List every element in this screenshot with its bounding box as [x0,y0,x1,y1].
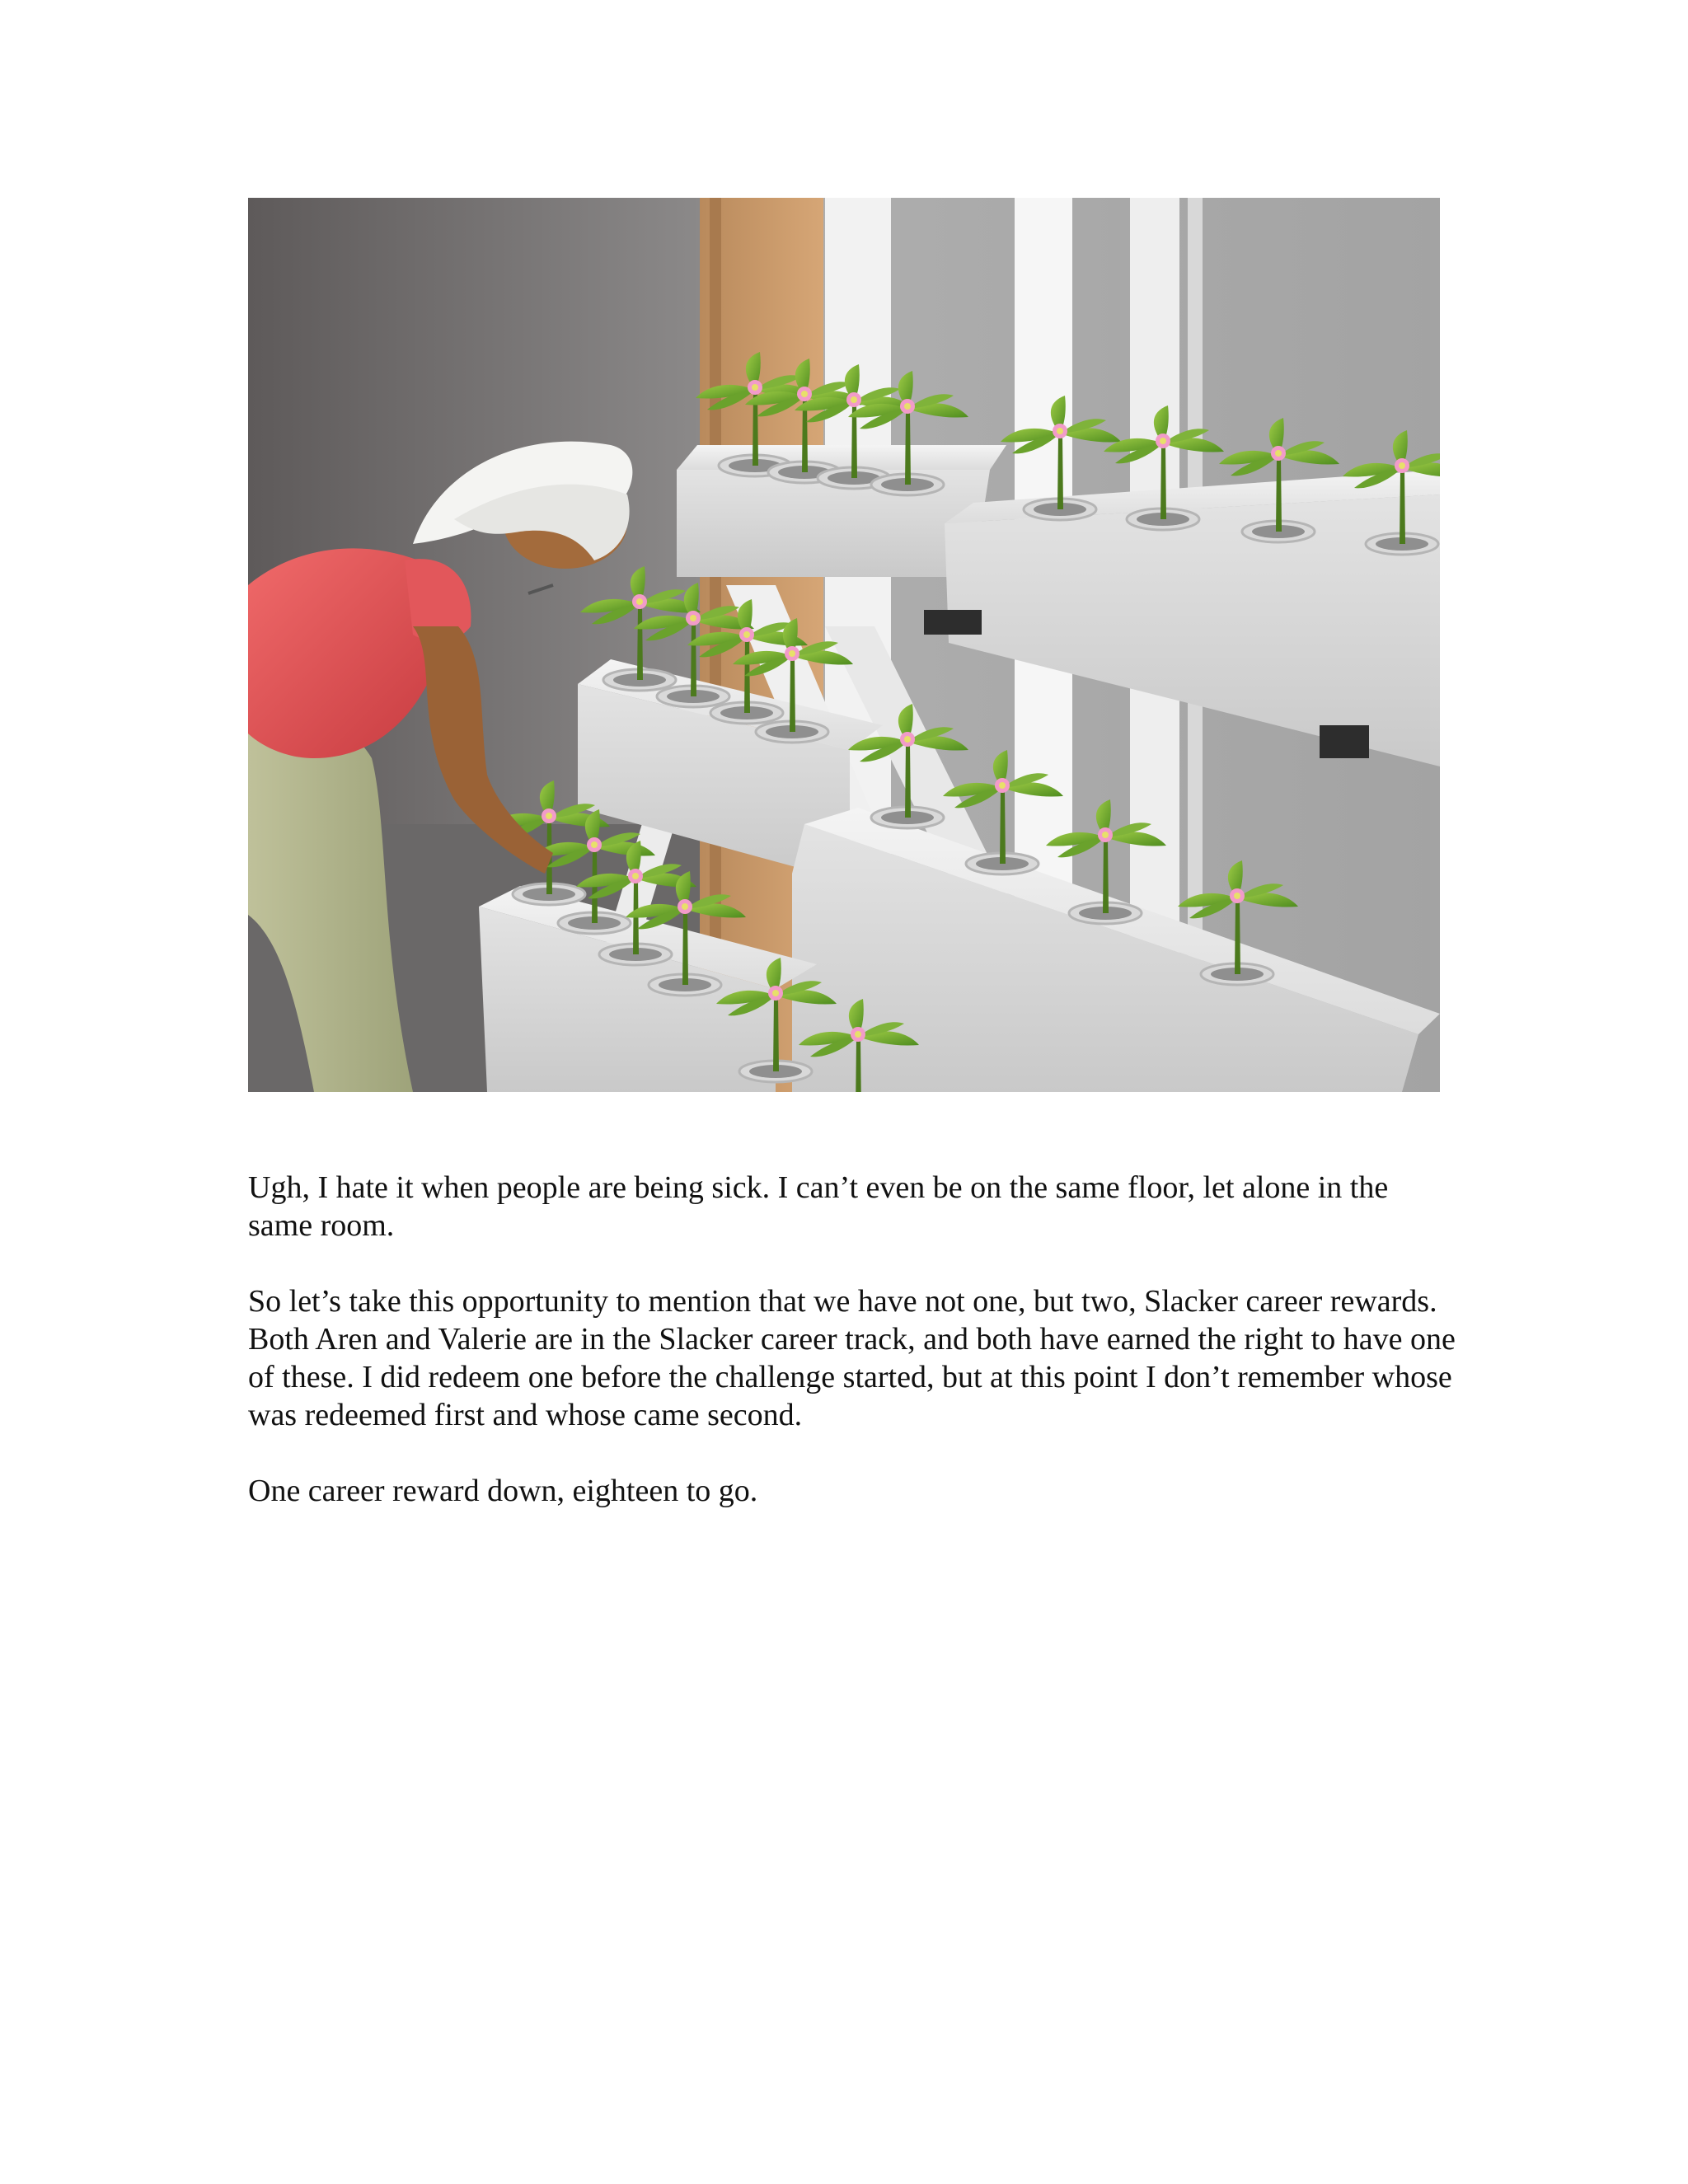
paragraph-3: One career reward down, eighteen to go. [248,1474,758,1508]
screenshot-image [248,198,1440,1092]
game-scene-illustration [248,198,1440,1092]
paragraph-1: Ugh, I hate it when people are being sick. I can’t even be on the same floor, let alone in the same room. [248,1170,1389,1243]
body-text [248,1169,1460,1548]
paragraph-2: So let’s take this opportunity to mention that we have not one, but two, Slacker career rewards. Both Aren and Valerie are in the Slacker career track, and both have earned the right to have one of these. I did redeem one before the challenge started, but at this point I don’t remember whose was redeemed first and whose came second. [248,1284,1456,1432]
